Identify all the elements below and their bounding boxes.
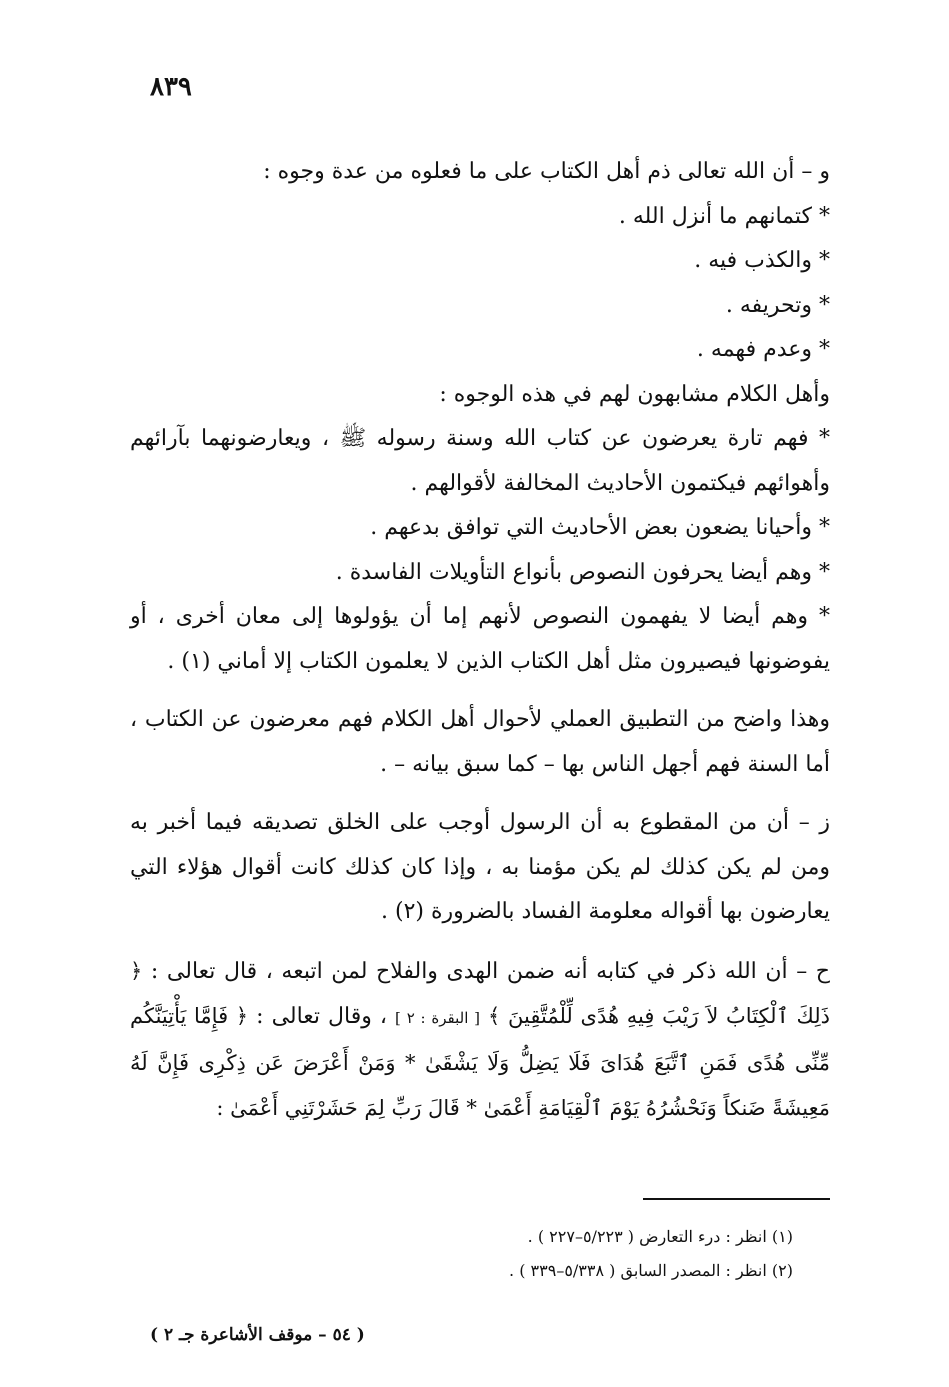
paragraph-ha-intro: ح – أن الله ذكر في كتابه أنه ضمن الهدى والفلاح لمن اتبعه ، قال تعالى : [150,958,830,984]
bullet-misunderstanding: * وعدم فهمه . [696,337,830,362]
bullet-distortion: * وتحريفه . [725,292,830,318]
bullet-concealment: * كتمانهم ما أنزل الله . [618,203,830,229]
footnote-divider [643,1198,830,1200]
paragraph-resemblance: وأهل الكلام مشابهون لهم في هذه الوجوه : [439,381,830,407]
bullet-lying: * والكذب فيه . [694,248,830,273]
bullet-not-understanding: * وهم أيضا لا يفهمون النصوص لأنهم إما أن يؤولوها إلى معان أخرى ، أو يفوضونها فيصيرون مثل أهل الكتاب الذين لا يعلمون الكتاب إلا أماني (١) . [130,604,830,674]
paragraph-zay: ز – أن من المقطوع به أن الرسول أوجب على الخلق تصديقه فيما أخبر به ومن لم يكن كذلك لم يكن مؤمنا به ، وإذا كان كذلك كانت أقوال هؤلاء التي يعارضون بها أقواله معلومة الفساد بالضرورة (٢) . [130,810,830,924]
page-footer: ( ٥٤ – موقف الأشاعرة جـ ٢ ) [150,1325,365,1345]
verse-reference: [ البقرة : ٢ ] [395,1009,481,1027]
verse2-intro: ، وقال تعالى : [256,1004,388,1029]
quran-verse-baqarah: ﴿ ذَلِكَ ٱلْكِتَابُ لاَ رَيْبَ فِيهِ هُدًى لِّلْمُتَّقِينَ ﴾ [130,958,830,1028]
bullet-false-interpretation: * وهم أيضا يحرفون النصوص بأنواع التأويلات الفاسدة . [335,559,830,585]
paragraph-waw: و – أن الله تعالى ذم أهل الكتاب على ما فعلوه من عدة وجوه : [263,159,830,184]
paragraph-ha [130,949,830,1132]
footnote-1: (١) انظر : درء التعارض ( ٥/٢٢٣–٢٢٧ ) . [527,1227,793,1246]
paragraph-practical: وهذا واضح من التطبيق العملي لأحوال أهل الكلام فهم معرضون عن الكتاب ، أما السنة فهم أجهل الناس بها – كما سبق بيانه – . [130,707,830,777]
footnotes [300,1220,793,1288]
quran-verse-taha: ﴿ فَإِمَّا يَأْتِيَنَّكُم مِّنِّى هُدًى فَمَنِ ٱتَّبَعَ هُدَاىَ فَلَا يَضِلُّ وَلَا يَشْقَىٰ * وَمَنْ أَعْرَضَ عَن ذِكْرِى فَإِنَّ لَهُ مَعِيشَةً ضَنكاً وَنَحْشُرُهُ يَوْمَ ٱلْقِيَامَةِ أَعْمَىٰ * قَالَ رَبِّ لِمَ حَشَرْتَنِي أَعْمَىٰ : [130,1004,830,1120]
main-text [130,150,830,1132]
bullet-fabrication: * وأحيانا يضعون بعض الأحاديث التي توافق بدعهم . [370,515,830,540]
bullet-turning-away: * فهم تارة يعرضون عن كتاب الله وسنة رسوله ﷺ ، ويعارضونهما بآرائهم وأهوائهم فيكتمون الأحاديث المخالفة لأقوالهم . [130,426,830,496]
page-number: ٨٣٩ [150,72,192,102]
footnote-2: (٢) انظر : المصدر السابق ( ٥/٣٣٨–٣٣٩ ) . [509,1261,793,1280]
